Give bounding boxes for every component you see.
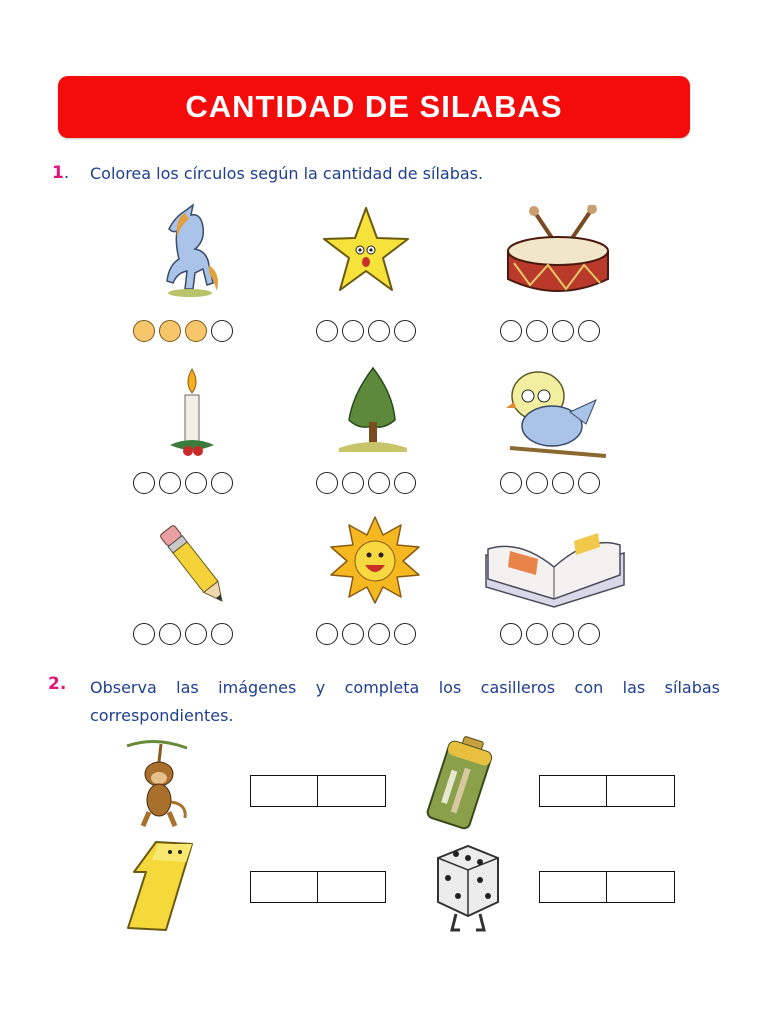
circle[interactable] — [185, 623, 207, 645]
circle[interactable] — [578, 472, 600, 494]
candle-icon — [162, 365, 222, 460]
circle[interactable] — [211, 623, 233, 645]
circle[interactable] — [342, 472, 364, 494]
syllable-circles-horse — [133, 320, 233, 342]
syllable-circles-bird — [500, 472, 600, 494]
circle[interactable] — [368, 472, 390, 494]
monkey-icon — [125, 738, 197, 830]
circle[interactable] — [526, 623, 548, 645]
question-2-text: Observa las imágenes y completa los casilleros con las sílabas correspondientes. — [90, 678, 720, 725]
syllable-circles-pencil — [133, 623, 233, 645]
question-1-text: Colorea los círculos según la cantidad de sílabas. — [90, 164, 484, 183]
syllable-box[interactable] — [607, 871, 675, 903]
syllable-circles-tree — [316, 472, 416, 494]
syllable-circles-sun — [316, 623, 416, 645]
circle[interactable] — [133, 472, 155, 494]
circle[interactable] — [342, 623, 364, 645]
circle[interactable] — [159, 623, 181, 645]
syllable-circles-candle — [133, 472, 233, 494]
circle[interactable] — [316, 472, 338, 494]
dice-icon — [430, 840, 505, 936]
page-title: CANTIDAD DE SILABAS — [185, 89, 563, 124]
number-one-icon — [122, 838, 200, 934]
circle[interactable] — [159, 472, 181, 494]
tree-icon — [335, 364, 410, 456]
circle[interactable] — [552, 472, 574, 494]
circle[interactable] — [368, 623, 390, 645]
horse-icon — [155, 203, 225, 299]
syllable-boxes-one — [250, 871, 386, 903]
circle[interactable] — [133, 320, 155, 342]
circle[interactable] — [342, 320, 364, 342]
syllable-box[interactable] — [539, 775, 607, 807]
circle[interactable] — [316, 320, 338, 342]
circle[interactable] — [316, 623, 338, 645]
circle[interactable] — [500, 623, 522, 645]
syllable-boxes-battery — [539, 775, 675, 807]
circle[interactable] — [394, 472, 416, 494]
syllable-box[interactable] — [607, 775, 675, 807]
title-banner — [58, 76, 690, 138]
syllable-box[interactable] — [318, 871, 386, 903]
question-1-number: 1. — [52, 163, 70, 183]
syllable-boxes-dice — [539, 871, 675, 903]
circle[interactable] — [185, 472, 207, 494]
circle[interactable] — [159, 320, 181, 342]
circle[interactable] — [394, 623, 416, 645]
sun-icon — [325, 515, 425, 605]
syllable-circles-star — [316, 320, 416, 342]
drum-icon — [500, 205, 615, 297]
circle[interactable] — [578, 623, 600, 645]
circle[interactable] — [500, 472, 522, 494]
circle[interactable] — [552, 623, 574, 645]
bird-icon — [500, 362, 610, 458]
circle[interactable] — [211, 472, 233, 494]
book-icon — [480, 515, 630, 610]
star-icon — [320, 204, 412, 296]
syllable-box[interactable] — [539, 871, 607, 903]
circle[interactable] — [368, 320, 390, 342]
battery-icon — [420, 733, 500, 831]
circle[interactable] — [526, 472, 548, 494]
circle[interactable] — [500, 320, 522, 342]
circle[interactable] — [211, 320, 233, 342]
circle[interactable] — [185, 320, 207, 342]
circle[interactable] — [552, 320, 574, 342]
circle[interactable] — [578, 320, 600, 342]
syllable-box[interactable] — [318, 775, 386, 807]
syllable-boxes-monkey — [250, 775, 386, 807]
syllable-circles-drum — [500, 320, 600, 342]
syllable-circles-book — [500, 623, 600, 645]
circle[interactable] — [526, 320, 548, 342]
syllable-box[interactable] — [250, 871, 318, 903]
circle[interactable] — [133, 623, 155, 645]
circle[interactable] — [394, 320, 416, 342]
syllable-box[interactable] — [250, 775, 318, 807]
question-2-number: 2. — [48, 674, 67, 694]
pencil-icon — [152, 515, 234, 613]
